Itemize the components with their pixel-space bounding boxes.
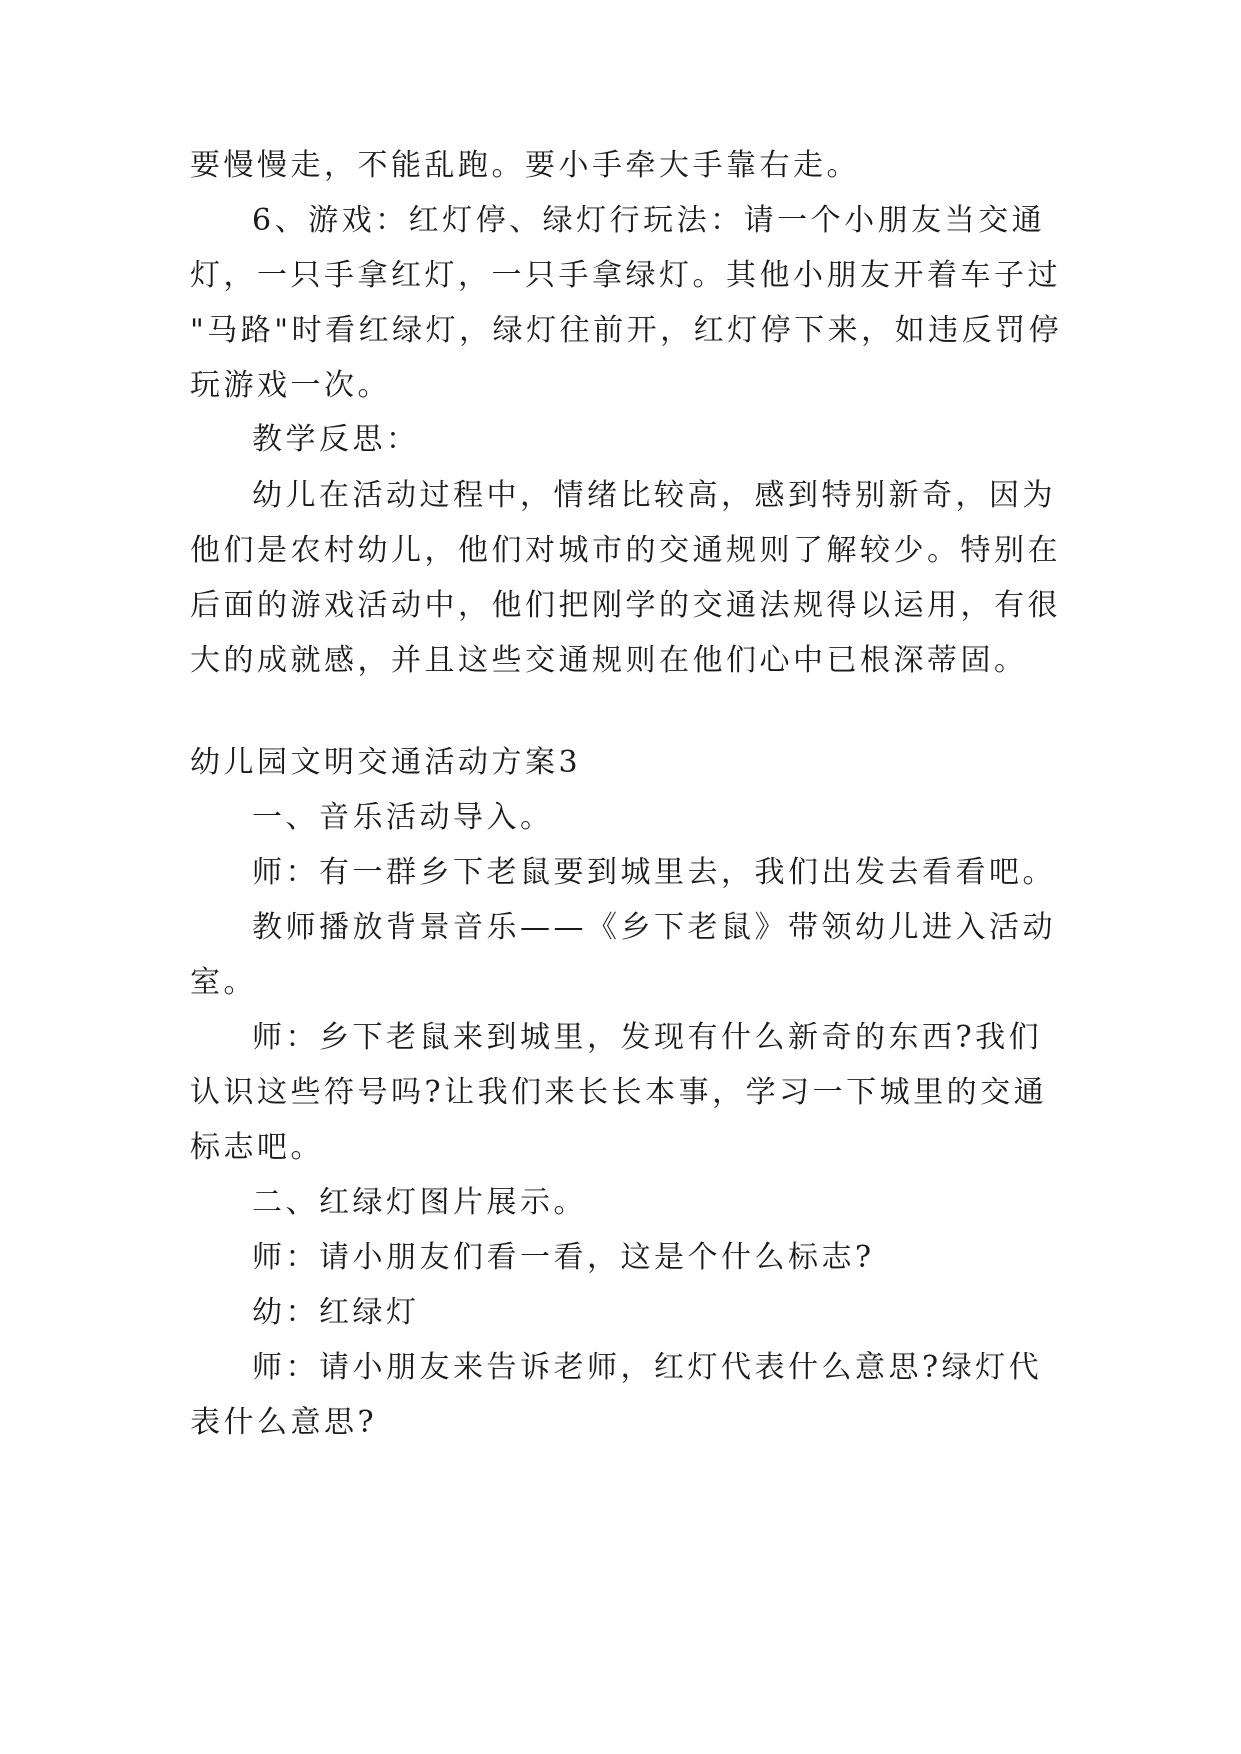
paragraph-line: 后面的游戏活动中，他们把刚学的交通法规得以运用，有很	[190, 588, 1061, 623]
paragraph-line: "马路"时看红绿灯，绿灯往前开，红灯停下来，如违反罚停	[190, 313, 1063, 348]
section-heading: 一、音乐活动导入。	[252, 800, 554, 835]
paragraph-line: 师：请小朋友们看一看，这是个什么标志?	[252, 1240, 875, 1275]
section-heading: 教学反思：	[252, 422, 420, 457]
document-title: 幼儿园文明交通活动方案3	[190, 745, 582, 780]
paragraph-line: 幼儿在活动过程中，情绪比较高，感到特别新奇，因为	[252, 478, 1056, 513]
paragraph-line: 玩游戏一次。	[190, 368, 391, 403]
paragraph-line: 师：乡下老鼠来到城里，发现有什么新奇的东西?我们	[252, 1020, 1043, 1055]
paragraph-line: 灯，一只手拿红灯，一只手拿绿灯。其他小朋友开着车子过	[190, 258, 1061, 293]
paragraph-line: 6、游戏：红灯停、绿灯行玩法：请一个小朋友当交通	[252, 203, 1046, 238]
paragraph-line: 教师播放背景音乐——《乡下老鼠》带领幼儿进入活动	[252, 910, 1056, 945]
paragraph-line: 室。	[190, 965, 257, 1000]
section-heading: 二、红绿灯图片展示。	[252, 1185, 587, 1220]
paragraph-line: 师：请小朋友来告诉老师，红灯代表什么意思?绿灯代	[252, 1350, 1043, 1385]
paragraph-line: 认识这些符号吗?让我们来长长本事，学习一下城里的交通	[190, 1075, 1048, 1110]
paragraph-line: 大的成就感，并且这些交通规则在他们心中已根深蒂固。	[190, 643, 1028, 678]
paragraph-line: 他们是农村幼儿，他们对城市的交通规则了解较少。特别在	[190, 533, 1061, 568]
paragraph-line: 要慢慢走，不能乱跑。要小手牵大手靠右走。	[190, 148, 860, 183]
paragraph-line: 表什么意思?	[190, 1405, 378, 1440]
paragraph-line: 师：有一群乡下老鼠要到城里去，我们出发去看看吧。	[252, 855, 1056, 890]
paragraph-line: 标志吧。	[190, 1130, 324, 1165]
paragraph-line: 幼：红绿灯	[252, 1295, 420, 1330]
